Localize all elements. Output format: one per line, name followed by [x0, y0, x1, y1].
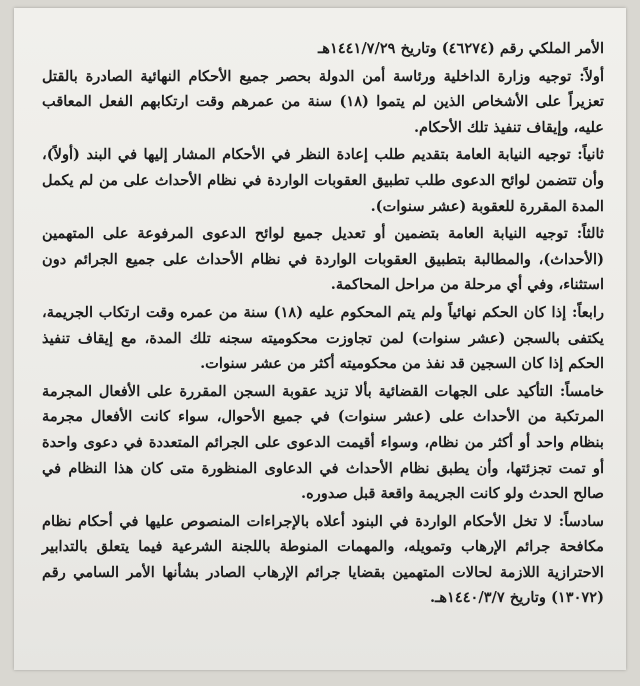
- clause-6: [42, 509, 604, 611]
- clause-text: توجيه النيابة العامة بتقديم طلب إعادة النظر في الأحكام المشار إليها في البند (أولاً)، وأن تتضمن لوائح الدعوى طلب تطبيق العقوبات الواردة في نظام الأحداث على من لم يكمل المدة المقررة للعقوبة (عشر سنوات).: [42, 146, 604, 215]
- clause-5: [42, 379, 604, 507]
- clause-text: إذا كان الحكم نهائياً ولم يتم المحكوم عليه (١٨) سنة من عمره وقت ارتكاب الجريمة، يكتفى بالسجن (عشر سنوات) لمن تجاوزت محكوميته سجنه تلك المدة، مع إيقاف تنفيذ الحكم إذا كان السجين قد نفذ من محكوميته أكثر من عشر سنوات.: [42, 303, 604, 373]
- clause-text: لا تخل الأحكام الواردة في البنود أعلاه بالإجراءات المنصوص عليها في أحكام نظام مكافحة جرائم الإرهاب وتمويله، والمهمات المنوطة باللجنة الشرعية فيما يتعلق بالتدابير الاحترازية اللازمة لحالات المتهمين بقضايا جرائم الإرهاب الصادر بشأنها الأمر السامي رقم (١٣٠٧٢) وتاريخ ١٤٤٠/٣/٧هـ.: [42, 512, 604, 607]
- clause-label: ثالثاً:: [576, 225, 604, 243]
- document-page: [14, 8, 626, 670]
- clause-2: [42, 142, 604, 219]
- clause-4: [42, 300, 604, 377]
- clause-3: [42, 221, 604, 298]
- document-heading: الأمر الملكي رقم (٤٦٢٧٤) وتاريخ ١٤٤١/٧/٢٩هـ: [318, 40, 604, 57]
- clause-1: [42, 64, 604, 141]
- clause-label: أولاً:: [579, 67, 604, 85]
- clause-label: ثانياً:: [577, 146, 604, 164]
- clause-label: رابعاً:: [571, 303, 604, 321]
- clause-label: سادساً:: [558, 512, 604, 530]
- document-body: [14, 8, 626, 611]
- clause-text: التأكيد على الجهات القضائية بألا تزيد عقوبة السجن المقررة على الأفعال المجرمة المرتكبة من الأحداث على (عشر سنوات) في جميع الأحوال، سواء كانت الأفعال مجرمة بنظام واحد أو أكثر من نظام، وسواء أقيمت الدعوى على الجرائم المتعددة في دعوى واحدة أو تمت تجزئتها، وأن يطبق نظام الأحداث في الدعاوى المنظورة متى كان هذا النظام في صالح الحدث ولو كانت الجريمة واقعة قبل صدوره.: [42, 382, 604, 503]
- clause-label: خامساً:: [559, 382, 604, 400]
- clause-text: توجيه وزارة الداخلية ورئاسة أمن الدولة بحصر جميع الأحكام النهائية الصادرة بالقتل تعزيراً على الأشخاص الذين لم يتموا (١٨) سنة من عمرهم وقت ارتكابهم الفعل المعاقب عليه، وإيقاف تنفيذ تلك الأحكام.: [42, 67, 604, 136]
- clause-text: توجيه النيابة العامة بتضمين أو تعديل جميع لوائح الدعوى المرفوعة على المتهمين (الأحداث)، والمطالبة بتطبيق العقوبات الواردة في نظام الأحداث على جميع الجرائم دون استثناء، وفي أي مرحلة من مراحل المحاكمة.: [42, 225, 604, 294]
